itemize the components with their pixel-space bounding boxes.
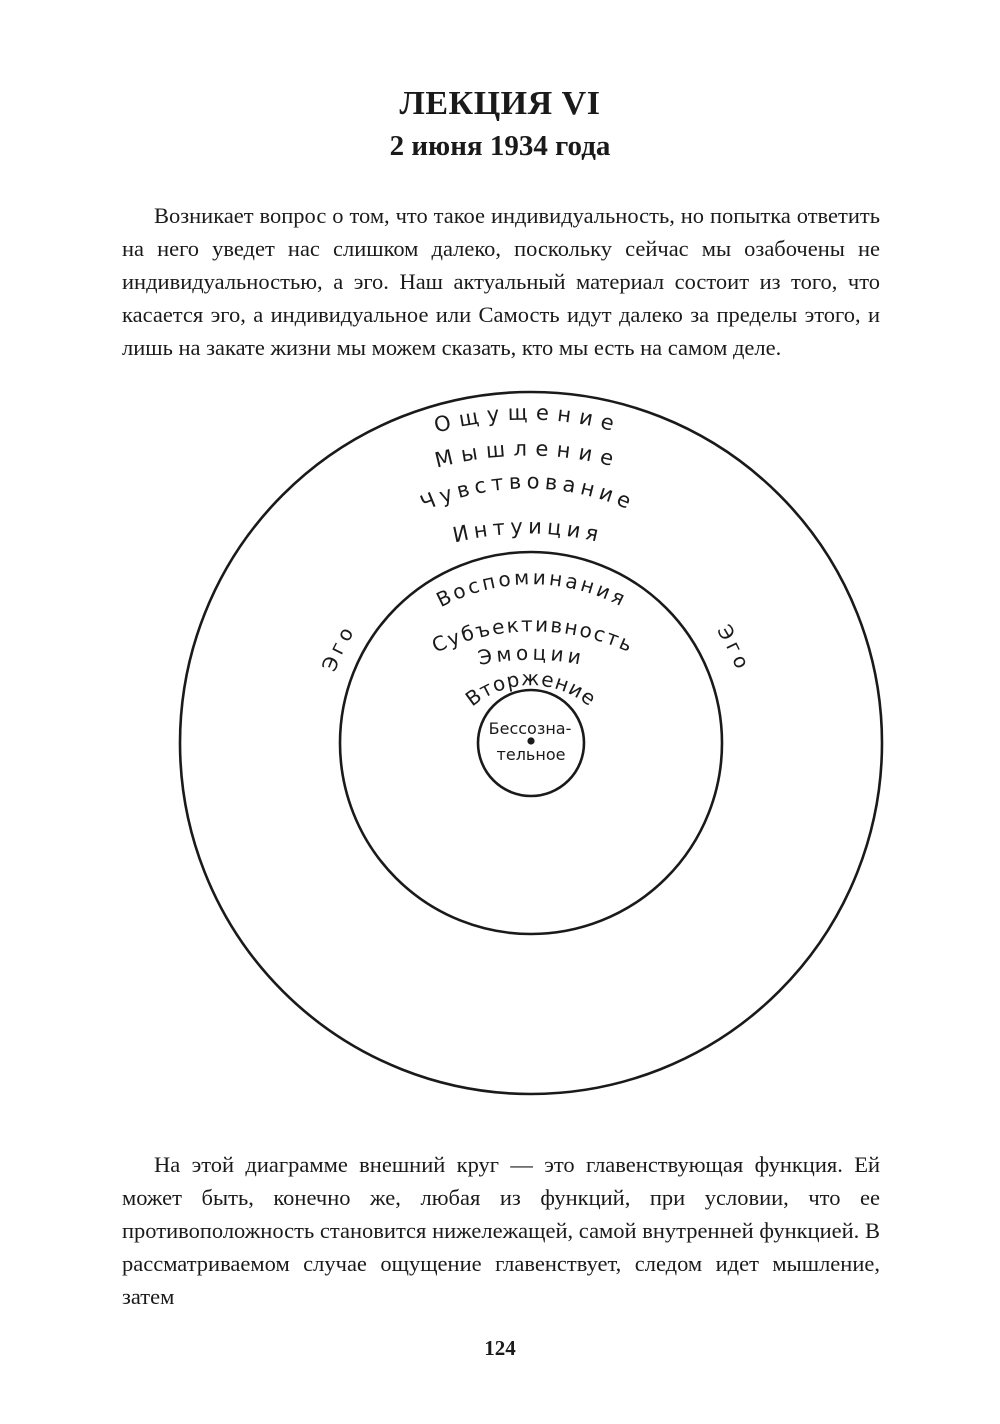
label-unconscious-line1: Бессозна-: [488, 719, 572, 738]
label-emotions: Эмоции: [476, 640, 587, 670]
paragraph-explanation: На этой диаграмме внешний круг — это главенствующая функция. Ей может быть, конечно же, любая из функций, при условии, что ее противоположность становится нижележащей, самой внутренней функцией. В рассматриваемом случае ощущение главенствует, следом идет мышление, затем: [122, 1152, 880, 1309]
lecture-date: 2 июня 1934 года: [389, 130, 611, 162]
label-intuition: Интуиция: [450, 514, 606, 548]
lecture-title: ЛЕКЦИЯ VI: [399, 85, 601, 122]
label-ego-left: Эго: [316, 619, 361, 675]
label-thinking: Мышление: [432, 436, 624, 473]
label-unconscious-line2: тельное: [496, 745, 566, 764]
label-memories: Воспоминания: [432, 565, 632, 612]
label-sensation: Ощущение: [431, 400, 625, 438]
paragraph-intro: Возникает вопрос о том, что такое индивидуальность, но попытка ответить на него уведет нас слишком далеко, поскольку сейчас мы озабочены не индивидуальностью, а эго. Наш актуальный материал состоит из того, что касается эго, а индивидуальное или Самость идут далеко за пределы этого, и лишь на закате жизни мы можем сказать, кто мы есть на самом деле.: [122, 203, 880, 360]
center-dot: [527, 737, 534, 744]
label-ego-right: Эго: [712, 620, 756, 676]
label-invasion: Вторжение: [460, 666, 602, 711]
page-number: 124: [484, 1336, 516, 1360]
label-feeling: Чувствование: [416, 469, 640, 516]
label-subjectivity: Субъективность: [428, 612, 638, 658]
